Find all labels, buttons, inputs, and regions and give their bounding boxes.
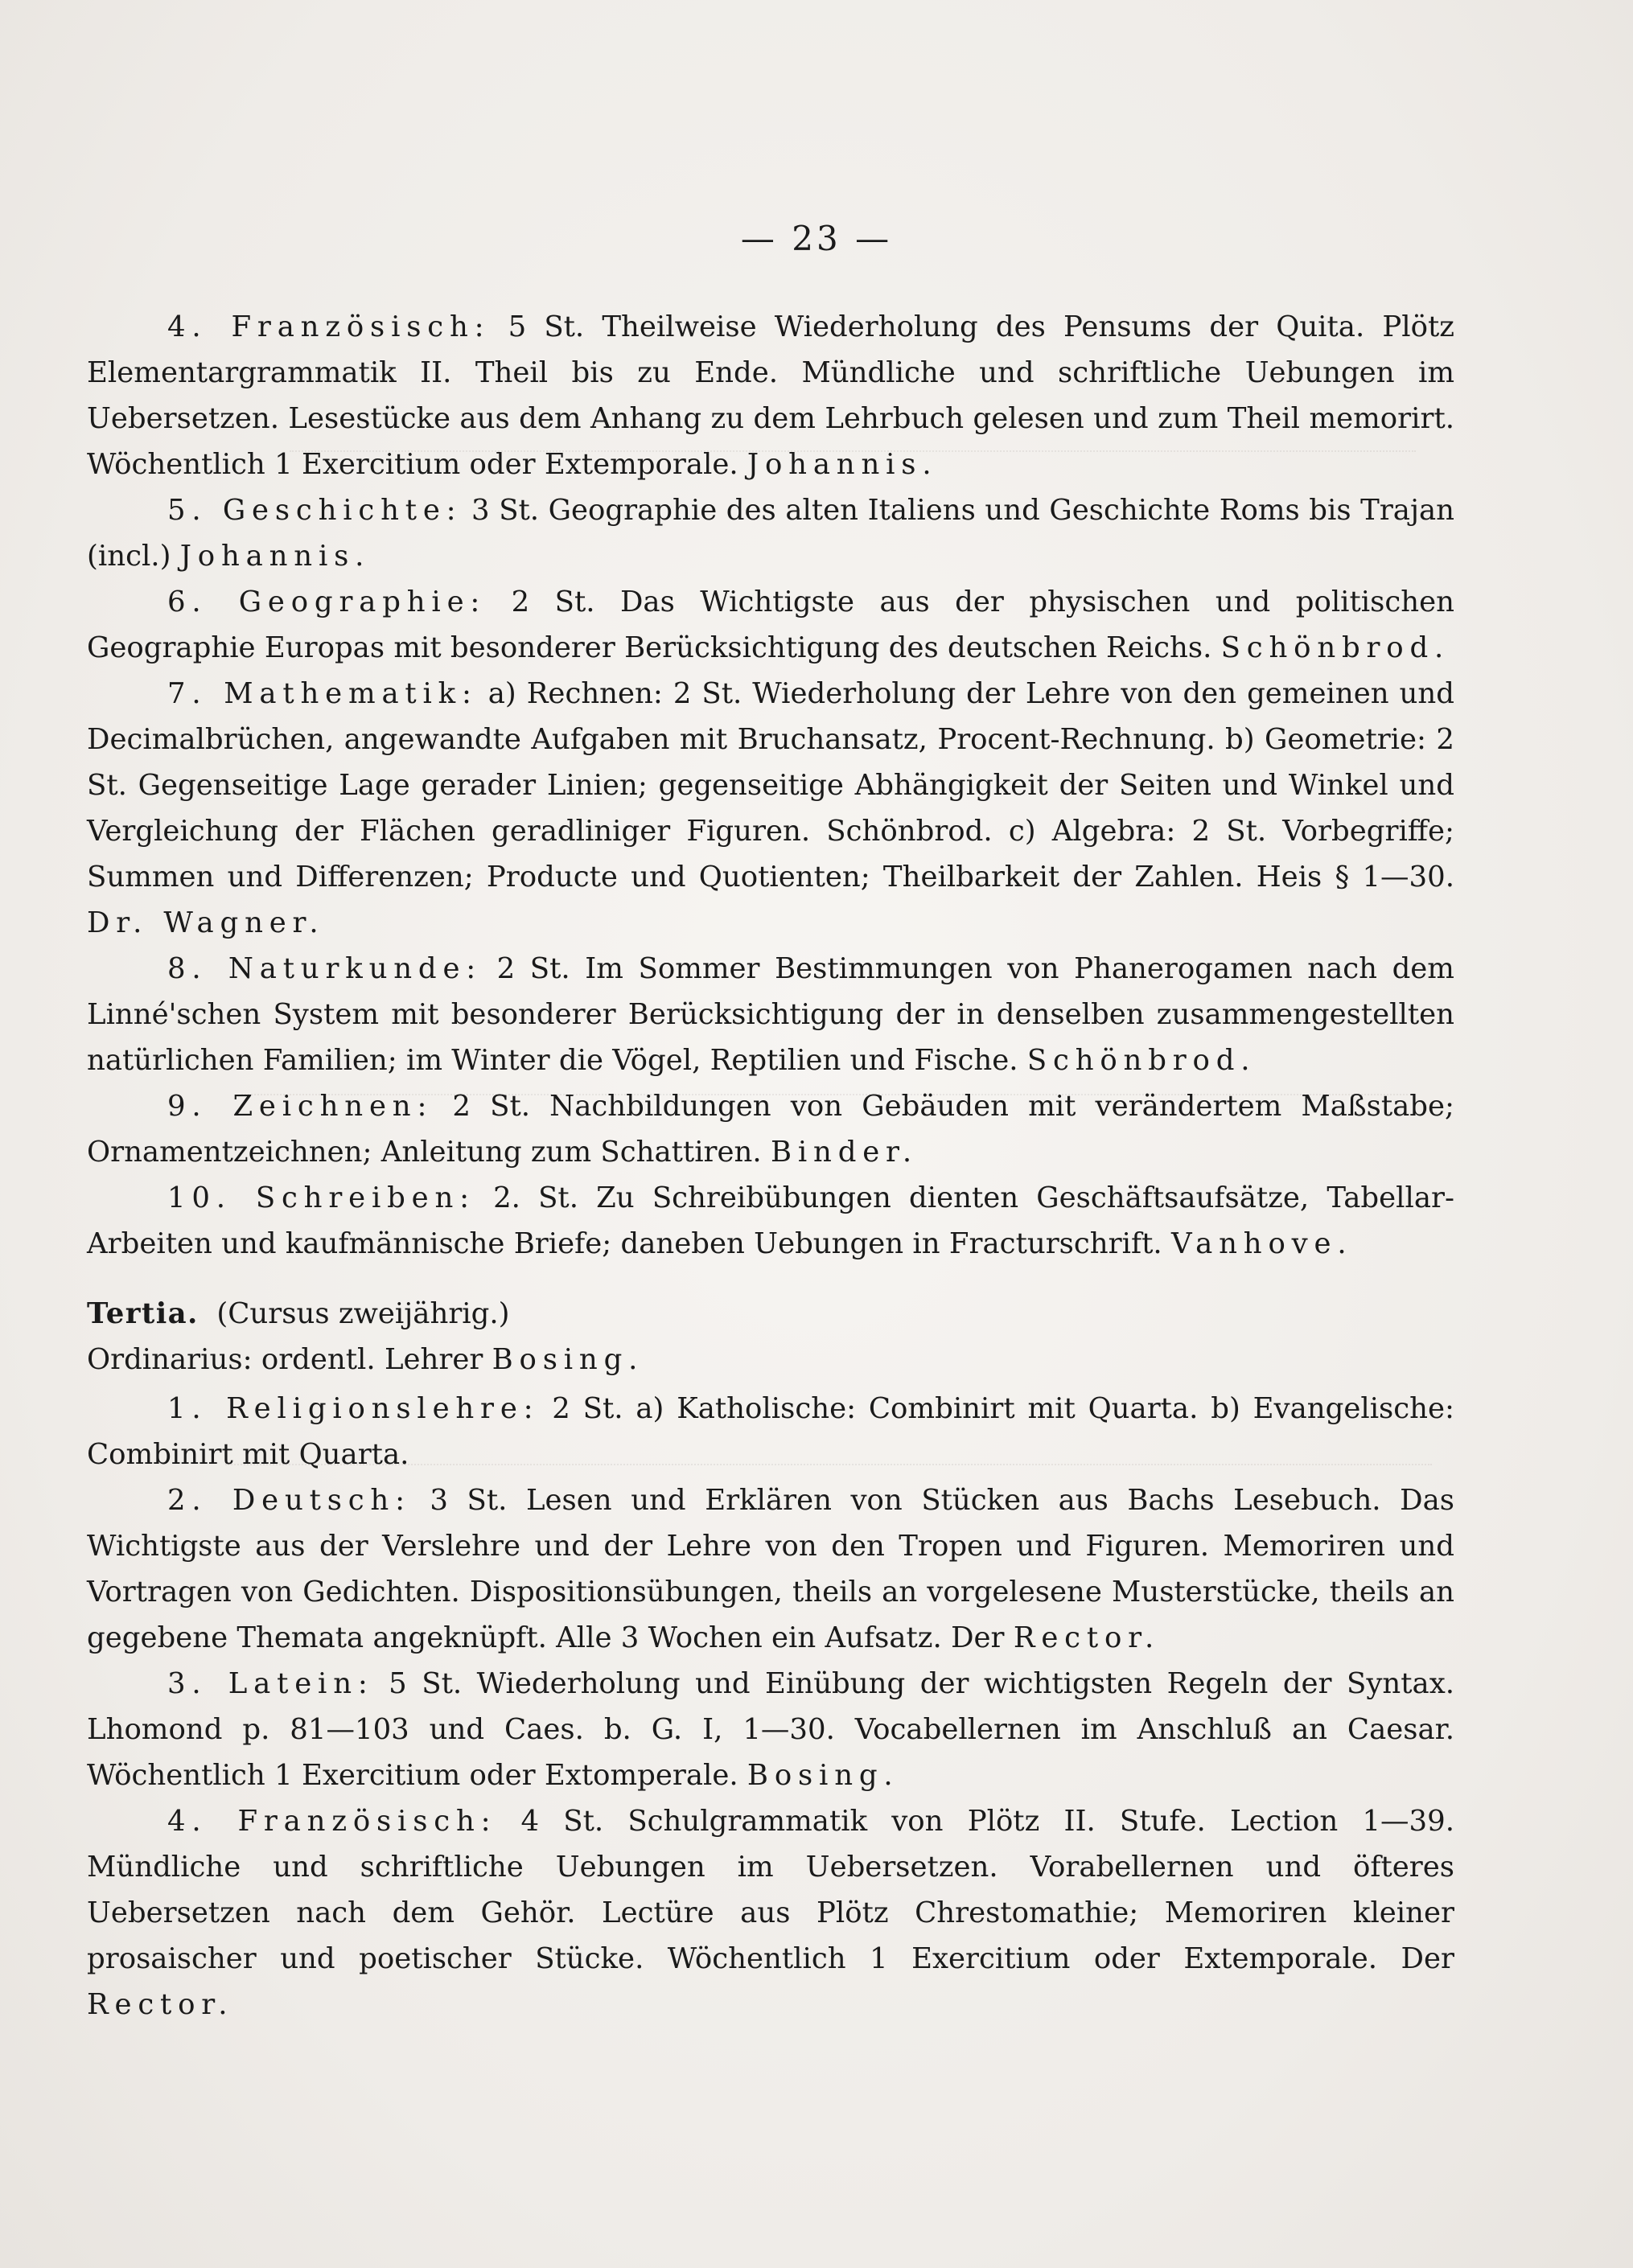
section-subtitle: (Cursus zweijährig.) xyxy=(216,1297,510,1330)
paragraph-body: 2 St. Nachbildungen von Gebäuden mit verändertem Maßstabe; Ornamentzeichnen; Anleitung zum Schattiren. xyxy=(87,1090,1454,1169)
teacher-name: Rector. xyxy=(1013,1621,1161,1654)
subject-heading: 2. Deutsch: xyxy=(167,1484,411,1517)
teacher-name: Bosing. xyxy=(747,1759,899,1792)
paragraph-body: 5 St. Wiederholung und Einübung der wichtigsten Regeln der Syntax. Lhomond p. 81—103 und Caes. b. G. I, 1—30. Vocabellernen im Anschluß an Caesar. Wöchentlich 1 Exercitium oder Extomperale. xyxy=(87,1667,1454,1792)
subject-heading: 8. Naturkunde: xyxy=(167,952,483,985)
paragraph-naturkunde xyxy=(87,946,1454,1083)
ordinarius-line xyxy=(87,1337,1454,1383)
teacher-name: Johannis. xyxy=(747,448,938,481)
paragraph-franzoesisch-quarta xyxy=(87,304,1454,487)
teacher-name: Binder. xyxy=(770,1136,919,1169)
teacher-name: Johannis. xyxy=(179,540,371,573)
paragraph-body: 2 St. a) Katholische: Combinirt mit Quarta. b) Evangelische: Combinirt mit Quarta. xyxy=(87,1392,1454,1471)
ordinarius-label: Ordinarius: ordentl. Lehrer xyxy=(87,1343,492,1376)
ordinarius-name: Bosing. xyxy=(492,1343,644,1376)
teacher-name: Dr. Wagner. xyxy=(87,906,325,939)
teacher-name: Schönbrod. xyxy=(1026,1044,1257,1077)
paragraph-zeichnen xyxy=(87,1083,1454,1175)
paragraph-geschichte xyxy=(87,487,1454,579)
teacher-name: Vanhove. xyxy=(1170,1227,1353,1260)
paragraph-body: 2. St. Zu Schreibübungen dienten Geschäftsaufsätze, Tabellar-Arbeiten und kaufmännische Briefe; daneben Uebungen in Fracturschrift. xyxy=(87,1181,1454,1260)
paragraph-body: 2 St. Im Sommer Bestimmungen von Phanerogamen nach dem Linné'schen System mit besonderer Berücksichtigung der in denselben zusammengestellten natürlichen Familien; im Winter die Vögel, Reptilien und Fische. xyxy=(87,952,1454,1077)
paragraph-body: 4 St. Schulgrammatik von Plötz II. Stufe. Lection 1—39. Mündliche und schriftliche Uebungen im Uebersetzen. Vorabellernen und öfteres Uebersetzen nach dem Gehör. Lectüre aus Plötz Chrestomathie; Memoriren kleiner prosaischer und poetischer Stücke. Wöchentlich 1 Exercitium oder Extemporale. Der xyxy=(87,1805,1454,1975)
paragraph-religionslehre xyxy=(87,1386,1454,1477)
body-text xyxy=(87,304,1454,2028)
paragraph-geographie xyxy=(87,579,1454,671)
paragraph-mathematik xyxy=(87,671,1454,946)
paragraph-body: 5 St. Theilweise Wiederholung des Pensums der Quita. Plötz Elementargrammatik II. Theil bis zu Ende. Mündliche und schriftliche Uebungen im Uebersetzen. Lesestücke aus dem Anhang zu dem Lehrbuch gelesen und zum Theil memorirt. Wöchentlich 1 Exercitium oder Extemporale. xyxy=(87,310,1455,481)
paragraph-body: 3 St. Lesen und Erklären von Stücken aus Bachs Lesebuch. Das Wichtigste aus der Verslehre und der Lehre von den Tropen und Figuren. Memoriren und Vortragen von Gedichten. Dispositionsübungen, theils an vorgelesene Musterstücke, theils an gegebene Themata angeknüpft. Alle 3 Wochen ein Aufsatz. Der xyxy=(87,1484,1454,1654)
subject-heading: 4. Französisch: xyxy=(167,1805,497,1838)
subject-heading: 1. Religionslehre: xyxy=(167,1392,540,1425)
paragraph-schreiben xyxy=(87,1175,1454,1267)
paragraph-body: 3 St. Geographie des alten Italiens und Geschichte Roms bis Trajan (incl.) xyxy=(87,494,1454,573)
subject-heading: 5. Geschichte: xyxy=(167,494,463,527)
teacher-name: Schönbrod. xyxy=(1220,631,1450,664)
section-heading xyxy=(87,1291,1454,1337)
subject-heading: 3. Latein: xyxy=(167,1667,374,1700)
subject-heading: 4. Französisch: xyxy=(167,310,491,343)
teacher-name: Rector. xyxy=(87,1988,234,2021)
paragraph-latein xyxy=(87,1661,1454,1798)
subject-heading: 9. Zeichnen: xyxy=(167,1090,434,1123)
paragraph-franzoesisch-tertia xyxy=(87,1798,1454,2028)
subject-heading: 7. Mathematik: xyxy=(167,677,478,710)
subject-heading: 10. Schreiben: xyxy=(167,1181,475,1214)
subject-heading: 6. Geographie: xyxy=(167,585,487,618)
section-title: Tertia. xyxy=(87,1297,199,1330)
paragraph-body: a) Rechnen: 2 St. Wiederholung der Lehre von den gemeinen und Decimalbrüchen, angewandte Aufgaben mit Bruchansatz, Procent-Rechnung. b) Geometrie: 2 St. Gegenseitige Lage gerader Linien; gegenseitige Abhängigkeit der Seiten und Winkel und Vergleichung der Flächen geradliniger Figuren. Schönbrod. c) Algebra: 2 St. Vorbegriffe; Summen und Differenzen; Producte und Quotienten; Theilbarkeit der Zahlen. Heis § 1—30. xyxy=(87,677,1454,894)
paragraph-body: 2 St. Das Wichtigste aus der physischen und politischen Geographie Europas mit besonderer Berücksichtigung des deutschen Reichs. xyxy=(87,585,1454,664)
paragraph-deutsch xyxy=(87,1477,1454,1661)
page-number: — 23 — xyxy=(740,219,893,258)
